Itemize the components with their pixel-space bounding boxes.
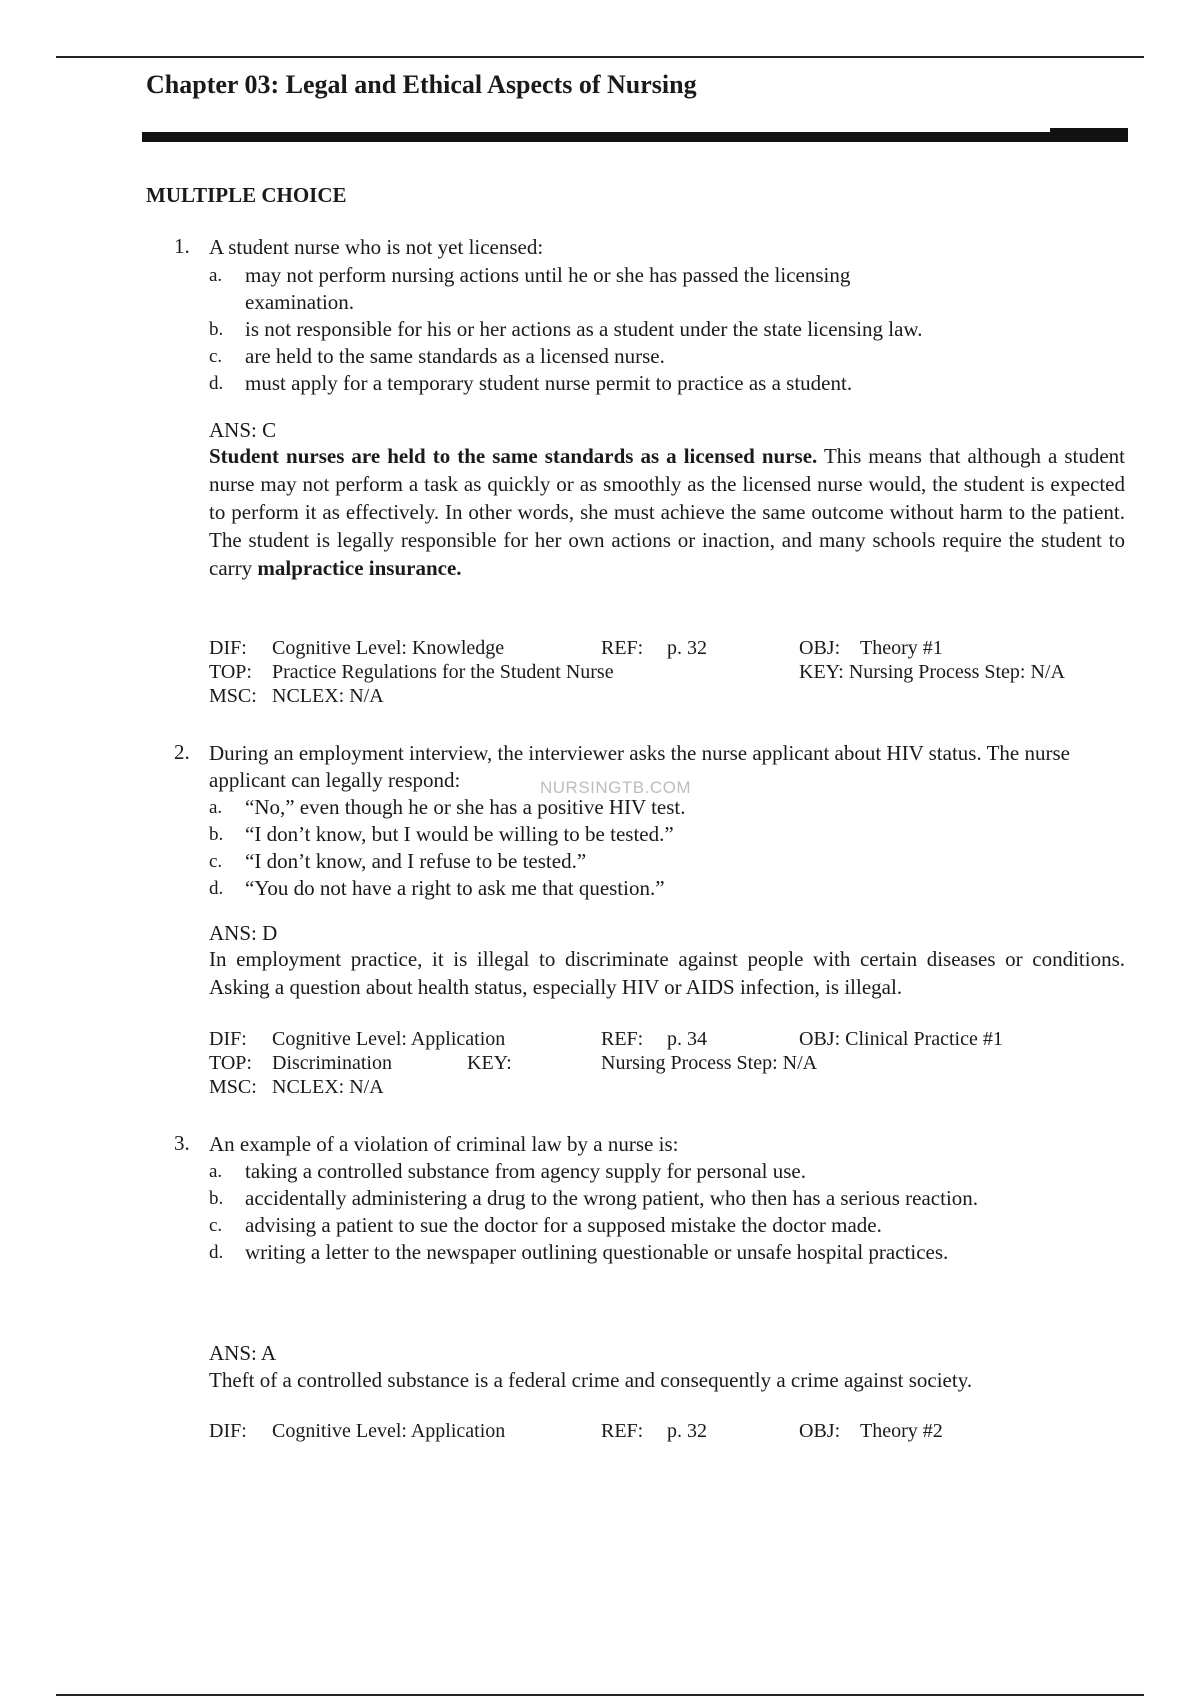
question-stem: A student nurse who is not yet licensed: [209, 235, 544, 259]
option-d [209, 875, 1129, 902]
option-letter: d. [209, 878, 224, 899]
option-text: “I don’t know, but I would be willing to be tested.” [245, 822, 674, 846]
option-c [209, 1212, 1009, 1239]
option-text: “No,” even though he or she has a positive HIV test. [245, 795, 686, 819]
option-c [209, 848, 1129, 875]
dif-value: Cognitive Level: Application [272, 1028, 506, 1050]
ref-label: REF: [601, 1420, 644, 1442]
rationale: Theft of a controlled substance is a federal crime and consequently a crime against society. [209, 1368, 973, 1392]
ref-value: p. 32 [667, 637, 707, 659]
dif-label: DIF: [209, 1420, 247, 1442]
question-number: 2. [174, 740, 190, 764]
msc-value: NCLEX: N/A [272, 685, 384, 707]
key-text: KEY: Nursing Process Step: N/A [799, 661, 1065, 683]
option-text: “You do not have a right to ask me that question.” [245, 876, 665, 900]
option-a [209, 262, 949, 316]
question-stem: During an employment interview, the interviewer asks the nurse applicant about HIV status. The nurse applicant can legally respond: [209, 741, 1070, 792]
answer-options [209, 794, 1129, 902]
obj-value: Theory #1 [860, 637, 943, 659]
watermark: NURSINGTB.COM [540, 778, 691, 797]
rationale-body: This means that although a student nurse may not perform a task as quickly or as smoothly as the licensed nurse would, the student is expected to perform it as effectively. In other words, she must achieve the same outcome without harm to the patient. The student is legally responsible for her own actions or inaction, and many schools require the student to carry [209, 444, 1125, 580]
option-letter: b. [209, 319, 224, 340]
option-letter: a. [209, 1161, 223, 1182]
bottom-rule [56, 1694, 1144, 1696]
key-label: KEY: [467, 1052, 512, 1074]
option-b [209, 821, 1129, 848]
option-c [209, 343, 949, 370]
option-text: are held to the same standards as a licensed nurse. [245, 344, 665, 368]
option-d [209, 370, 1065, 397]
rationale-bold-lead: Student nurses are held to the same standards as a licensed nurse. [209, 444, 818, 468]
option-letter: d. [209, 373, 224, 394]
dif-value: Cognitive Level: Knowledge [272, 637, 505, 659]
option-text: taking a controlled substance from agency supply for personal use. [245, 1159, 807, 1183]
option-text: must apply for a temporary student nurse permit to practice as a student. [245, 371, 853, 395]
option-letter: b. [209, 824, 224, 845]
msc-label: MSC: [209, 1076, 257, 1098]
rationale-bold-tail: malpractice insurance. [257, 556, 462, 580]
rationale [209, 442, 1125, 582]
ref-value: p. 32 [667, 1420, 707, 1442]
option-text: “I don’t know, and I refuse to be tested.” [245, 849, 587, 873]
option-letter: c. [209, 1215, 223, 1236]
ref-value: p. 34 [667, 1028, 707, 1050]
key-value: Nursing Process Step: N/A [601, 1052, 818, 1074]
question-metadata [209, 1419, 1129, 1443]
top-value: Practice Regulations for the Student Nurse [272, 661, 614, 683]
option-a [209, 794, 1129, 821]
option-b [209, 1185, 1005, 1212]
chapter-title: Chapter 03: Legal and Ethical Aspects of Nursing [146, 70, 697, 99]
option-text: advising a patient to sue the doctor for a supposed mistake the doctor made. [245, 1213, 882, 1237]
dif-label: DIF: [209, 637, 247, 659]
question-stem: An example of a violation of criminal law by a nurse is: [209, 1132, 679, 1156]
ref-label: REF: [601, 1028, 644, 1050]
dif-label: DIF: [209, 1028, 247, 1050]
question-number: 3. [174, 1131, 190, 1155]
obj-value: Theory #2 [860, 1420, 943, 1442]
msc-label: MSC: [209, 685, 257, 707]
rationale: In employment practice, it is illegal to discriminate against people with certain diseases or conditions. Asking a question about health status, especially HIV or AIDS infection, is illegal. [209, 947, 1125, 999]
section-heading: MULTIPLE CHOICE [146, 183, 347, 207]
answer-key: ANS: D [209, 921, 278, 945]
option-letter: b. [209, 1188, 224, 1209]
option-text: is not responsible for his or her actions as a student under the state licensing law. [245, 317, 923, 341]
question-metadata [209, 1027, 1129, 1099]
option-letter: a. [209, 797, 223, 818]
obj-label: OBJ: [799, 1420, 841, 1442]
dif-value: Cognitive Level: Application [272, 1420, 506, 1442]
top-value: Discrimination [272, 1052, 392, 1074]
top-rule [56, 56, 1144, 58]
title-underline-bar [142, 132, 1128, 142]
top-label: TOP: [209, 661, 252, 683]
msc-value: NCLEX: N/A [272, 1076, 384, 1098]
option-b [209, 316, 1065, 343]
obj-text: OBJ: Clinical Practice #1 [799, 1028, 1003, 1050]
option-a [209, 1158, 1009, 1185]
answer-options [209, 262, 949, 397]
top-label: TOP: [209, 1052, 252, 1074]
option-letter: c. [209, 346, 223, 367]
option-letter: c. [209, 851, 223, 872]
obj-label: OBJ: [799, 637, 841, 659]
option-text: may not perform nursing actions until he or she has passed the licensing examination. [245, 263, 851, 314]
option-text: accidentally administering a drug to the wrong patient, who then has a serious reaction. [245, 1186, 979, 1210]
question-metadata [209, 636, 1129, 708]
ref-label: REF: [601, 637, 644, 659]
answer-key: ANS: C [209, 418, 277, 442]
option-d [209, 1239, 985, 1266]
answer-options [209, 1158, 1009, 1266]
option-letter: d. [209, 1242, 224, 1263]
answer-key: ANS: A [209, 1341, 277, 1365]
option-text: writing a letter to the newspaper outlining questionable or unsafe hospital practices. [245, 1240, 949, 1264]
option-letter: a. [209, 265, 223, 286]
question-number: 1. [174, 234, 190, 258]
